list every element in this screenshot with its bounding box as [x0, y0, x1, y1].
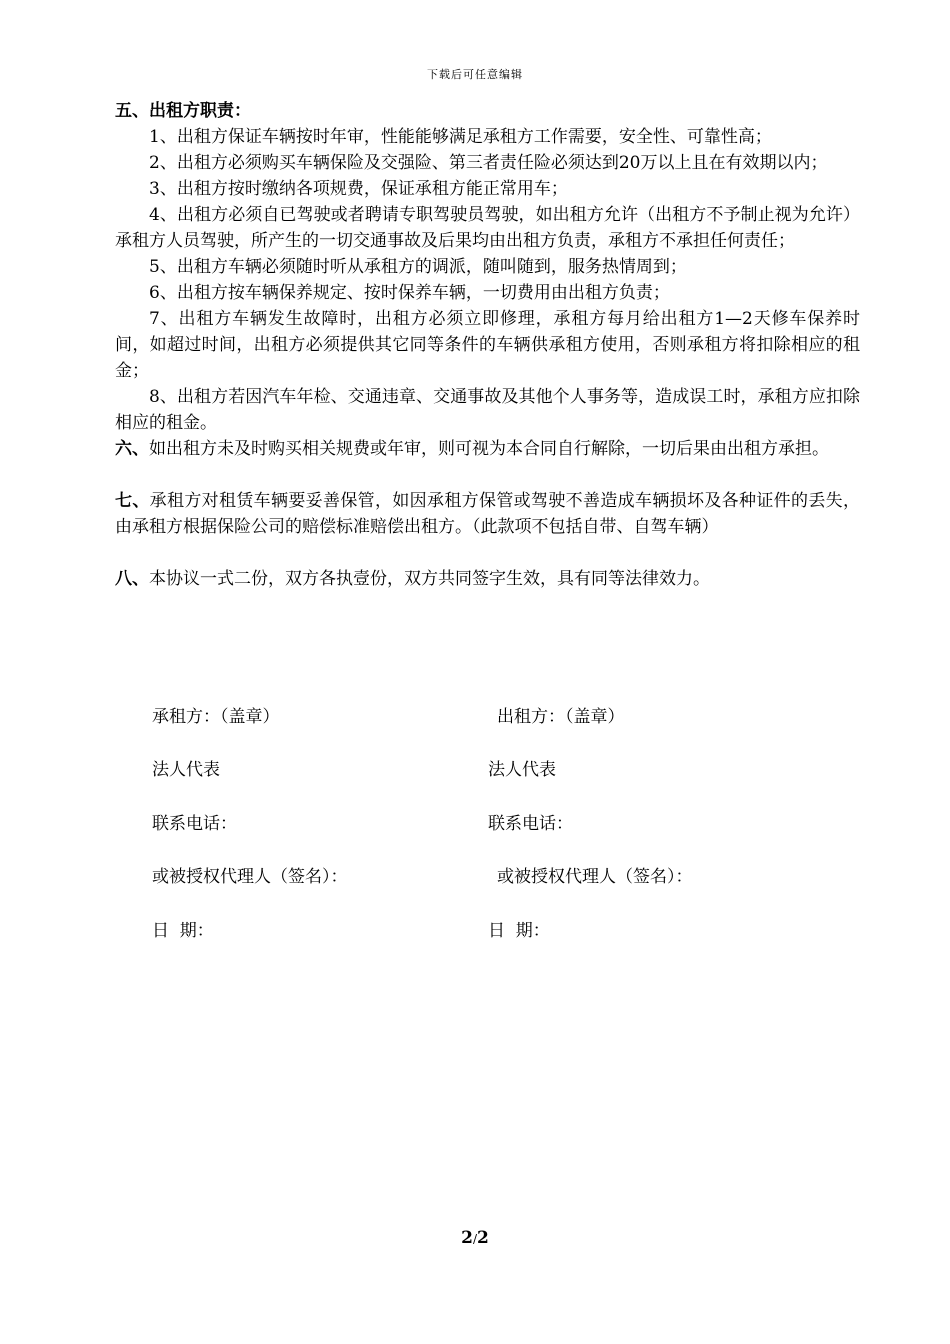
- document-body: [115, 98, 860, 592]
- section-6-lead: 六、: [115, 439, 149, 459]
- section-5-item: 2、出租方必须购买车辆保险及交强险、第三者责任险必须达到20万以上且在有效期以内；: [149, 153, 828, 173]
- section-5-item: 6、出租方按车辆保养规定、按时保养车辆，一切费用由出租方负责；: [149, 283, 670, 303]
- lessee-phone-label: 联系电话：: [152, 814, 237, 834]
- section-8-lead: 八、: [115, 569, 149, 589]
- lessee-seal-label: 承租方：（盖章）: [152, 707, 280, 727]
- lessor-seal-label: 出租方：（盖章）: [497, 707, 625, 727]
- section-5-item: 7、出租方车辆发生故障时，出租方必须立即修理，承租方每月给出租方1—2天修车保养时间，如超过时间，出租方必须提供其它同等条件的车辆供承租方使用，否则承租方将扣除相应的租金；: [115, 309, 860, 381]
- section-8-text: 本协议一式二份，双方各执壹份，双方共同签字生效，具有同等法律效力。: [149, 569, 710, 589]
- section-6-text: 如出租方未及时购买相关规费或年审，则可视为本合同自行解除，一切后果由出租方承担。: [149, 439, 829, 459]
- section-5-item: 8、出租方若因汽车年检、交通违章、交通事故及其他个人事务等，造成误工时，承租方应扣除相应的租金。: [115, 387, 860, 433]
- lessee-legal-rep-label: 法人代表: [152, 760, 220, 780]
- lessee-date-label: 日 期：: [152, 921, 214, 941]
- section-5-item: 4、出租方必须自已驾驶或者聘请专职驾驶员驾驶，如出租方允许（出租方不予制止视为允许）承租方人员驾驶，所产生的一切交通事故及后果均由出租方负责，承租方不承担任何责任；: [115, 205, 860, 251]
- section-7-lead: 七、: [115, 491, 150, 511]
- lessor-date-label: 日 期：: [488, 921, 550, 941]
- lessor-legal-rep-label: 法人代表: [488, 760, 556, 780]
- header-note: 下载后可任意编辑: [427, 68, 523, 81]
- section-5-item: 1、出租方保证车辆按时年审，性能能够满足承租方工作需要，安全性、可靠性高；: [149, 127, 772, 147]
- lessor-agent-label: 或被授权代理人（签名）：: [497, 867, 693, 887]
- page-number: [0, 1228, 950, 1248]
- section-6: [115, 436, 860, 462]
- section-5-item: 3、出租方按时缴纳各项规费，保证承租方能正常用车；: [149, 179, 568, 199]
- total-pages: 2: [477, 1228, 489, 1248]
- current-page: 2: [461, 1228, 473, 1248]
- lessor-phone-label: 联系电话：: [488, 814, 573, 834]
- lessee-agent-label: 或被授权代理人（签名）：: [152, 867, 348, 887]
- page-separator: /: [472, 1232, 478, 1246]
- section-5-item: 5、出租方车辆必须随时听从承租方的调派，随叫随到，服务热情周到；: [149, 257, 687, 277]
- section-7-text: 承租方对租赁车辆要妥善保管，如因承租方保管或驾驶不善造成车辆损坏及各种证件的丢失，由承租方根据保险公司的赔偿标准赔偿出租方。（此款项不包括自带、自驾车辆）: [115, 491, 861, 537]
- section-8: [115, 566, 860, 592]
- section-7: [115, 488, 860, 540]
- section-5-title: 五、出租方职责：: [115, 101, 251, 121]
